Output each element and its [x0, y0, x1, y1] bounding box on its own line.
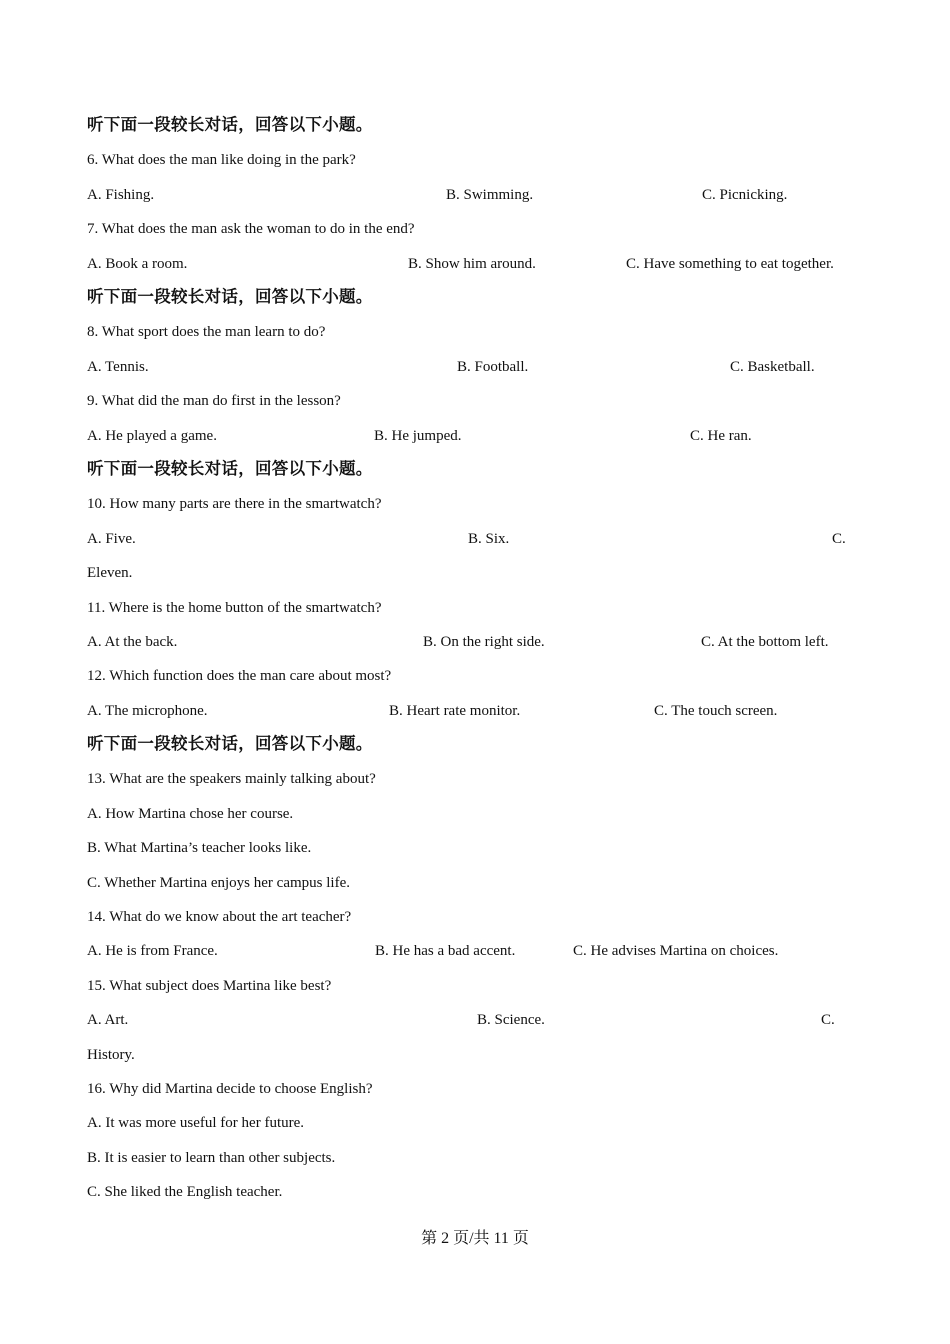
section-heading: 听下面一段较长对话，回答以下小题。: [87, 287, 373, 306]
q12-option-a: A. The microphone.: [87, 703, 208, 719]
q9-option-c: C. He ran.: [690, 428, 752, 444]
q9-option-a: A. He played a game.: [87, 428, 217, 444]
q10-option-b: B. Six.: [468, 531, 510, 547]
q16-option-c: C. She liked the English teacher.: [87, 1184, 283, 1200]
q15-option-c-text: History.: [87, 1047, 135, 1063]
q10-option-a: A. Five.: [87, 531, 136, 547]
q15-option-b: B. Science.: [477, 1012, 545, 1028]
q13-option-b: B. What Martina’s teacher looks like.: [87, 840, 312, 856]
question-8: 8. What sport does the man learn to do?: [87, 324, 326, 340]
q13-option-c: C. Whether Martina enjoys her campus life.: [87, 875, 350, 891]
section-heading: 听下面一段较长对话，回答以下小题。: [87, 115, 373, 134]
q6-option-b: B. Swimming.: [446, 187, 534, 203]
q7-option-b: B. Show him around.: [408, 256, 536, 272]
q7-option-c: C. Have something to eat together.: [626, 256, 834, 272]
question-6: 6. What does the man like doing in the park?: [87, 152, 356, 168]
question-13: 13. What are the speakers mainly talking about?: [87, 771, 376, 787]
q6-option-c: C. Picnicking.: [702, 187, 788, 203]
q8-option-c: C. Basketball.: [730, 359, 815, 375]
q6-option-a: A. Fishing.: [87, 187, 155, 203]
question-12: 12. Which function does the man care about most?: [87, 668, 392, 684]
q13-option-a: A. How Martina chose her course.: [87, 806, 294, 822]
q10-option-c-label: C.: [832, 531, 846, 547]
q10-option-c-text: Eleven.: [87, 565, 133, 581]
question-10: 10. How many parts are there in the smartwatch?: [87, 496, 382, 512]
q16-option-b: B. It is easier to learn than other subjects.: [87, 1150, 336, 1166]
q15-option-c-label: C.: [821, 1012, 835, 1028]
question-14: 14. What do we know about the art teacher?: [87, 909, 352, 925]
q7-option-a: A. Book a room.: [87, 256, 188, 272]
q14-option-a: A. He is from France.: [87, 943, 218, 959]
q8-option-b: B. Football.: [457, 359, 529, 375]
question-7: 7. What does the man ask the woman to do in the end?: [87, 221, 415, 237]
page-number-footer: 第 2 页/共 11 页: [421, 1230, 529, 1247]
section-heading: 听下面一段较长对话，回答以下小题。: [87, 459, 373, 478]
question-11: 11. Where is the home button of the smartwatch?: [87, 600, 382, 616]
question-15: 15. What subject does Martina like best?: [87, 978, 332, 994]
q9-option-b: B. He jumped.: [374, 428, 462, 444]
question-16: 16. Why did Martina decide to choose English?: [87, 1081, 373, 1097]
question-9: 9. What did the man do first in the lesson?: [87, 393, 341, 409]
q14-option-b: B. He has a bad accent.: [375, 943, 516, 959]
q8-option-a: A. Tennis.: [87, 359, 149, 375]
q11-option-c: C. At the bottom left.: [701, 634, 829, 650]
q11-option-b: B. On the right side.: [423, 634, 545, 650]
q11-option-a: A. At the back.: [87, 634, 178, 650]
q12-option-b: B. Heart rate monitor.: [389, 703, 521, 719]
q16-option-a: A. It was more useful for her future.: [87, 1115, 305, 1131]
q12-option-c: C. The touch screen.: [654, 703, 778, 719]
section-heading: 听下面一段较长对话，回答以下小题。: [87, 734, 373, 753]
q15-option-a: A. Art.: [87, 1012, 129, 1028]
q14-option-c: C. He advises Martina on choices.: [573, 943, 779, 959]
